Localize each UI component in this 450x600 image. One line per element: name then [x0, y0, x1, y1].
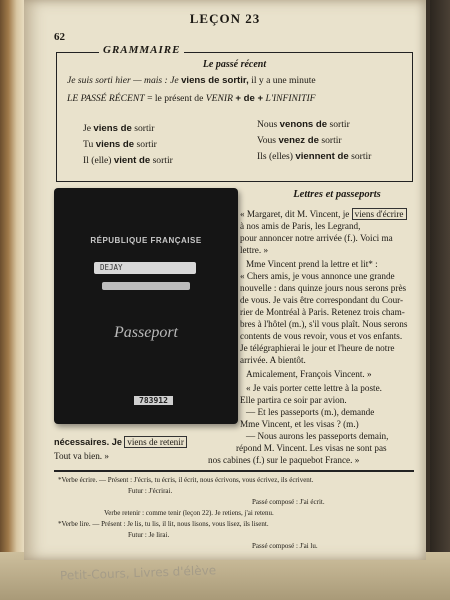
reading-line: arrivée. A bientôt.: [240, 355, 306, 365]
example-highlight: viens de sortir,: [181, 75, 249, 86]
grammar-box: [56, 44, 413, 182]
reading-line: de vous. Je vais être correspondant du Cour-: [240, 295, 404, 305]
grammar-rule: [67, 93, 316, 104]
reading-line: Mme Vincent prend la lettre et lit* :: [246, 259, 378, 269]
page-right-shadow: [430, 0, 450, 600]
passport-country: RÉPUBLIQUE FRANÇAISE: [90, 236, 202, 245]
pronoun: Nous: [257, 119, 278, 130]
reading-line: — Nous aurons les passeports demain,: [246, 431, 389, 441]
book-spine-edge: [0, 0, 24, 600]
passport-name: DEJAY: [94, 262, 196, 274]
footnote-rule: [54, 470, 414, 472]
verb: viens de: [95, 139, 135, 150]
passport-image: [54, 188, 238, 424]
reading-title: Lettres et passeports: [293, 189, 381, 200]
reading-line: bres à l'hôtel (m.), s'il vous plaît. Nous serons: [240, 319, 408, 329]
lesson-title: LEÇON 23: [189, 11, 261, 26]
reading-line: Mme Vincent, et les visas ? (m.): [240, 419, 359, 429]
conjugation-row: [83, 123, 154, 134]
verb: vient de: [113, 155, 151, 166]
pronoun: Vous: [257, 135, 277, 146]
passport-title: Passeport: [114, 324, 178, 341]
reading-line: Amicalement, François Vincent. »: [246, 369, 372, 379]
grammar-label: GRAMMAIRE: [99, 44, 184, 56]
conjugation-row: [257, 151, 371, 162]
reading-line: [240, 209, 407, 219]
conjugation-row: [83, 139, 157, 150]
rule-term: LE PASSÉ RÉCENT: [67, 93, 145, 104]
infinitive: sortir: [329, 119, 350, 130]
conjugation-row: [257, 135, 342, 146]
pronoun: Je: [83, 123, 91, 134]
reading-line: rier de Montréal à Paris. Retenez trois cham-: [240, 307, 405, 317]
infinitive: sortir: [134, 123, 155, 134]
verb: viennent de: [295, 151, 349, 162]
verb: viens de: [93, 123, 132, 134]
example-tail: il y a une minute: [251, 75, 316, 86]
pronoun: Tu: [83, 139, 94, 150]
verb: venez de: [278, 135, 319, 146]
example-text: Je suis sorti hier — mais : Je: [67, 75, 179, 86]
line-text: « Margaret, dit M. Vincent, je: [240, 209, 350, 219]
footnote-line: Passé composé : J'ai lu.: [252, 542, 318, 550]
reading-line: — Et les passeports (m.), demande: [246, 407, 375, 417]
passport-number: 783912: [134, 396, 173, 405]
reading-line-left: [54, 437, 187, 447]
infinitive: sortir: [136, 139, 157, 150]
rule-equals: = le présent de: [147, 93, 204, 104]
reading-line: répond M. Vincent. Les visas ne sont pas: [236, 443, 387, 453]
page-number: 62: [54, 31, 65, 43]
pronoun: Ils (elles): [257, 151, 293, 162]
reading-line: « Chers amis, je vous annonce une grande: [240, 271, 395, 281]
boxed-verb: viens d'écrire: [352, 208, 407, 220]
footnote-line: Verbe retenir : comme tenir (leçon 22). Je retiens, j'ai retenu.: [104, 509, 274, 517]
infinitive: sortir: [321, 135, 342, 146]
footnote-line: *Verbe écrire. — Présent : J'écris, tu écris, il écrit, nous écrivons, vous écrivez, ils écrivent.: [58, 476, 314, 484]
reading-line: « Je vais porter cette lettre à la poste.: [246, 383, 382, 393]
verb: venons de: [279, 119, 328, 130]
reading-line: pour annoncer notre arrivée (f.). Voici ma: [240, 233, 393, 243]
grammar-subtitle: Le passé récent: [202, 59, 267, 70]
footnote-line: Futur : J'écrirai.: [128, 487, 173, 495]
footnote-line: Futur : Je lirai.: [128, 531, 170, 539]
grammar-example: [67, 75, 316, 86]
rule-plus: + de +: [235, 93, 264, 104]
infinitive: sortir: [351, 151, 372, 162]
reading-line: contents de vous revoir, vous et vos enfants.: [240, 331, 403, 341]
textbook-page: [24, 0, 426, 560]
footnote-line: *Verbe lire. — Présent : Je lis, tu lis, il lit, nous lisons, vous lisez, ils lisent.: [58, 520, 269, 528]
rule-verb: VENIR: [205, 93, 233, 104]
pencil-note: Petit-Cours, Livres d'élève: [59, 563, 217, 583]
conjugation-row: [83, 155, 173, 166]
line-text: nécessaires. Je: [54, 437, 122, 447]
rule-infinitive: L'INFINITIF: [265, 93, 316, 104]
passport-label-strip: [102, 282, 190, 290]
reading-line: Elle partira ce soir par avion.: [240, 395, 347, 405]
reading-line: lettre. »: [240, 245, 269, 255]
conjugation-row: [257, 119, 350, 130]
reading-line: nouvelle : dans quinze jours nous serons près: [240, 283, 407, 293]
reading-line: nos cabines (f.) sur le paquebot France. »: [208, 455, 360, 465]
pronoun: Il (elle): [83, 155, 112, 166]
reading-line-left: Tout va bien. »: [54, 451, 109, 461]
reading-line: à nos amis de Paris, les Legrand,: [240, 221, 361, 231]
infinitive: sortir: [152, 155, 173, 166]
boxed-verb: viens de retenir: [124, 436, 187, 448]
reading-line: Je télégraphierai le jour et l'heure de notre: [240, 343, 395, 353]
footnote-line: Passé composé : J'ai écrit.: [252, 498, 325, 506]
